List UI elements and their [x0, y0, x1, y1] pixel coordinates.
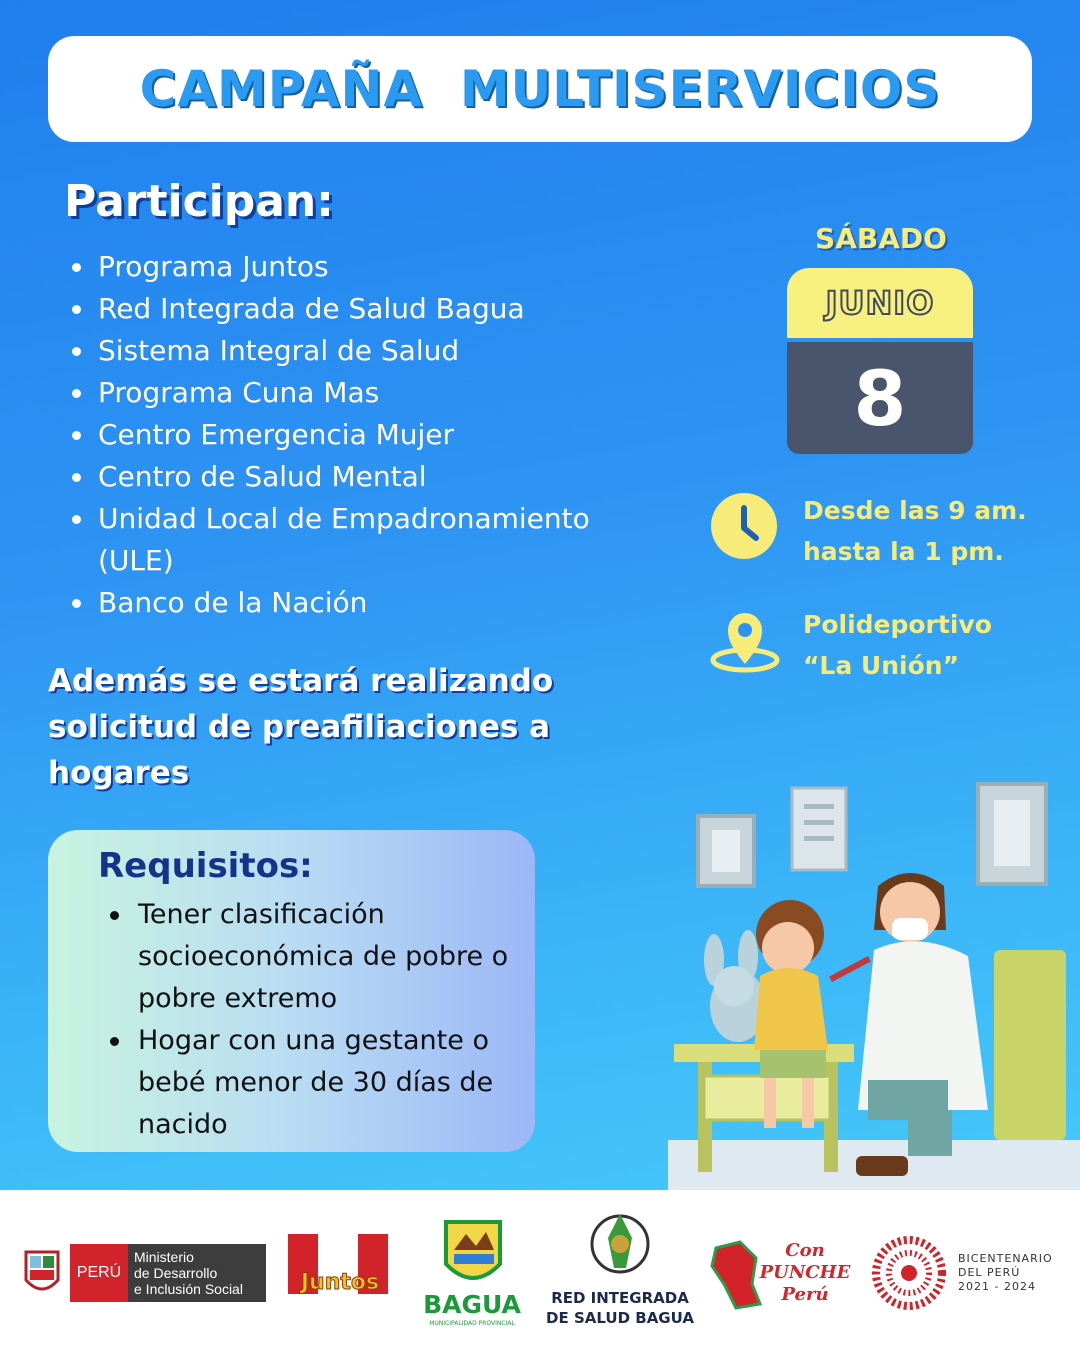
ministry-line-1: Ministerio [134, 1249, 194, 1265]
calendar-month-band [787, 268, 973, 338]
requirements-heading: Requisitos: [98, 846, 313, 886]
list-item: Programa Juntos [70, 246, 630, 288]
peru-coat-of-arms-logo [20, 1242, 64, 1302]
red-salud-logo-text [540, 1288, 700, 1328]
con-punche-peru-logo [750, 1240, 860, 1306]
juntos-logo-text: Juntos [300, 1270, 380, 1295]
ministry-name [128, 1244, 266, 1302]
list-item: Sistema Integral de Salud [70, 330, 630, 372]
peru-label: PERÚ [70, 1244, 128, 1302]
doctor-vaccinating-child-illustration [668, 780, 1080, 1190]
requirements-card [48, 830, 535, 1152]
sponsor-logos-bar [0, 1190, 1080, 1350]
midis-logo [70, 1244, 266, 1302]
event-month: JUNIO [825, 284, 935, 322]
time-line-1: Desde las 9 am. [803, 496, 1027, 525]
list-item: Centro Emergencia Mujer [70, 414, 630, 456]
place-line-2: “La Unión” [803, 651, 960, 680]
place-line-1: Polideportivo [803, 610, 992, 639]
bicentenario-sunburst-logo [872, 1236, 946, 1310]
amazonas-seal-logo [588, 1208, 652, 1284]
punche-line-1: Con [785, 1240, 825, 1261]
list-item: Red Integrada de Salud Bagua [70, 288, 630, 330]
bic-line-1: BICENTENARIO [958, 1252, 1053, 1265]
list-item: Tener clasificación socioeconómica de pobre o pobre extremo [110, 894, 520, 1020]
clock-icon [710, 492, 778, 560]
ministry-line-2: de Desarrollo [134, 1265, 218, 1281]
list-item: Programa Cuna Mas [70, 372, 630, 414]
page-title: CAMPAÑA MULTISERVICIOS [139, 60, 941, 118]
bagua-shield-logo [440, 1210, 506, 1292]
list-item: Banco de la Nación [70, 582, 630, 624]
list-item: Hogar con una gestante o bebé menor de 30 días de nacido [110, 1020, 520, 1146]
list-item: Unidad Local de Empadronamiento (ULE) [70, 498, 630, 582]
calendar-day-band [787, 342, 973, 454]
bagua-logo-text: BAGUA [423, 1290, 521, 1319]
list-item: Centro de Salud Mental [70, 456, 630, 498]
bic-line-3: 2021 - 2024 [958, 1280, 1036, 1293]
location-pin-icon [708, 606, 782, 674]
requirements-list [110, 894, 520, 1146]
bagua-logo-subtitle: MUNICIPALIDAD PROVINCIAL [429, 1320, 515, 1327]
red-line-1: RED INTEGRADA [551, 1289, 689, 1307]
participants-list [70, 246, 630, 624]
punche-line-2: PUNCHE [759, 1262, 851, 1283]
event-weekday: SÁBADO [815, 222, 947, 255]
red-line-2: DE SALUD BAGUA [546, 1309, 694, 1327]
time-line-2: hasta la 1 pm. [803, 537, 1004, 566]
ministry-line-3: e Inclusión Social [134, 1281, 243, 1297]
title-banner [48, 36, 1032, 142]
event-time [803, 490, 1073, 572]
punche-line-3: Perú [781, 1284, 829, 1305]
participants-heading: Participan: [64, 176, 334, 227]
preaffiliation-note: Además se estará realizando solicitud de preafiliaciones a hogares [48, 663, 554, 791]
bicentenario-logo-text [958, 1252, 1070, 1294]
event-day: 8 [853, 353, 907, 443]
bic-line-2: DEL PERÚ [958, 1266, 1021, 1279]
event-place [803, 604, 1073, 686]
